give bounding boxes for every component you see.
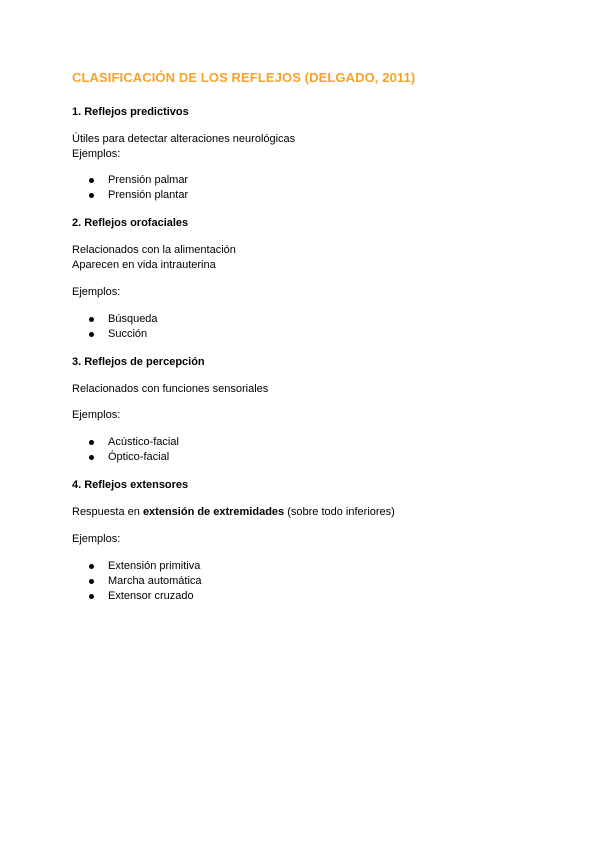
list-item: Prensión plantar — [72, 188, 188, 203]
list-item: Óptico-facial — [72, 450, 179, 465]
section-1-line-2: Ejemplos: — [72, 148, 121, 160]
document-title: CLASIFICACIÓN DE LOS REFLEJOS (DELGADO, 2011) — [72, 70, 416, 85]
list-item: Succión — [72, 327, 158, 342]
list-item: Búsqueda — [72, 312, 158, 327]
section-3-examples-label: Ejemplos: — [72, 409, 121, 421]
bullet-icon — [89, 332, 94, 337]
bullet-icon — [89, 564, 94, 569]
bullet-icon — [89, 440, 94, 445]
emphasis-text: extensión de extremidades — [142, 506, 285, 518]
section-heading-2: 2. Reflejos orofaciales — [72, 217, 189, 229]
section-2-line-1: Relacionados con la alimentación — [72, 244, 236, 256]
list-item: Extensor cruzado — [72, 589, 202, 604]
section-2-text — [72, 243, 236, 273]
section-1-line-1: Útiles para detectar alteraciones neurológicas — [72, 133, 296, 145]
bullet-icon — [89, 193, 94, 198]
section-1-text — [72, 132, 295, 162]
list-item: Prensión palmar — [72, 173, 188, 188]
section-2-examples-label: Ejemplos: — [72, 286, 121, 298]
section-heading-4: 4. Reflejos extensores — [72, 479, 189, 491]
section-4-examples — [72, 559, 202, 604]
bullet-icon — [89, 455, 94, 460]
list-item: Acústico-facial — [72, 435, 179, 450]
section-heading-3: 3. Reflejos de percepción — [72, 356, 205, 368]
section-4-examples-label: Ejemplos: — [72, 533, 121, 545]
section-heading-1: 1. Reflejos predictivos — [72, 106, 189, 118]
bullet-icon — [89, 178, 94, 183]
section-3-examples — [72, 435, 179, 465]
bullet-icon — [89, 317, 94, 322]
bullet-icon — [89, 594, 94, 599]
bullet-icon — [89, 579, 94, 584]
list-item: Extensión primitiva — [72, 559, 202, 574]
section-1-examples — [72, 173, 188, 203]
section-4-line-1: Respuesta en extensión de extremidades (sobre todo inferiores) — [72, 506, 395, 518]
section-2-examples — [72, 312, 158, 342]
section-3-line-1: Relacionados con funciones sensoriales — [72, 383, 269, 395]
section-2-line-2: Aparecen en vida intrauterina — [72, 259, 216, 271]
list-item: Marcha automática — [72, 574, 202, 589]
